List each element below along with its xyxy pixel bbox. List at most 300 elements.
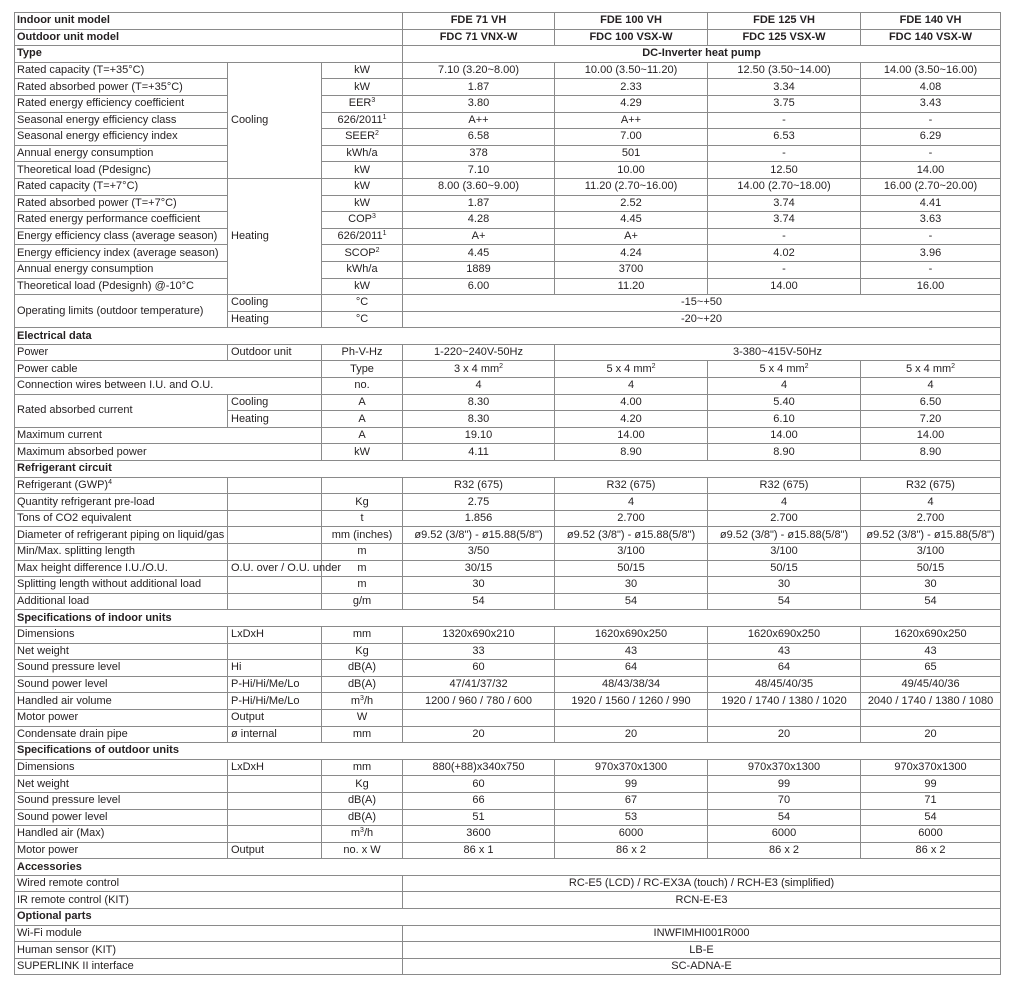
value-cell	[403, 776, 555, 793]
table-row	[15, 925, 1001, 942]
value-cell-text: 11.20	[617, 279, 645, 292]
unit-cell-text: Kg	[355, 495, 369, 508]
unit-cell	[322, 494, 403, 511]
value-cell	[861, 527, 1001, 544]
table-row	[15, 245, 1001, 262]
row-label-text: Sound power level	[17, 678, 108, 691]
sub-label-text: Hi	[231, 661, 242, 674]
value-cell	[708, 178, 861, 195]
value-cell-text: 51	[472, 810, 485, 823]
unit-cell	[322, 112, 403, 129]
unit-cell	[322, 95, 403, 112]
value-cell	[708, 444, 861, 461]
row-label	[15, 344, 228, 361]
unit-cell-text: dB(A)	[347, 678, 377, 691]
value-cell	[861, 411, 1001, 428]
value-cell	[555, 361, 708, 378]
sub-label	[228, 759, 322, 776]
value-cell-text: 501	[621, 147, 641, 160]
value-cell	[861, 494, 1001, 511]
row-label-text: Maximum current	[17, 429, 102, 442]
row-label-text: Wired remote control	[17, 877, 120, 890]
value-cell	[555, 544, 708, 561]
footnote-mark: 2	[375, 130, 379, 138]
outdoor-model	[708, 29, 861, 46]
unit-cell-text: dB(A)	[347, 661, 377, 674]
row-label-text: Theoretical load (Pdesignh) @-10°C	[17, 279, 194, 292]
value-cell	[555, 162, 708, 179]
row-label-text: Operating limits (outdoor temperature)	[17, 304, 204, 317]
value-cell-text: 14.00	[916, 163, 945, 176]
value-cell	[555, 527, 708, 544]
value-cell	[555, 676, 708, 693]
outdoor-model-text: FDC 125 VSX-W	[742, 30, 826, 43]
value-cell-text: 48/43/38/34	[601, 678, 661, 691]
value-cell	[708, 411, 861, 428]
unit-cell-text: no. x W	[343, 843, 381, 856]
sub-label	[228, 544, 322, 561]
row-label-text: Motor power	[17, 711, 79, 724]
value-cell-text: 86 x 1	[463, 843, 494, 856]
value-cell	[403, 245, 555, 262]
value-cell-text: 54	[924, 810, 937, 823]
unit-cell-text: kW	[354, 279, 370, 292]
row-label	[15, 809, 228, 826]
unit-cell-text: kW	[354, 64, 370, 77]
footnote-mark: 1	[382, 230, 387, 238]
header-row-outdoor	[15, 29, 1001, 46]
row-label-text: Max height difference I.U./O.U.	[17, 561, 168, 574]
value-cell	[708, 693, 861, 710]
value-cell	[555, 195, 708, 212]
value-cell-text: 12.50	[770, 163, 798, 176]
value-cell-text: 99	[924, 777, 937, 790]
unit-cell	[322, 62, 403, 79]
unit-cell-text: EER	[348, 97, 372, 110]
value-cell-text: 99	[624, 777, 638, 790]
value-cell-text: 8.30	[467, 395, 490, 408]
type-value	[403, 46, 1001, 63]
value-cell	[403, 145, 555, 162]
value-cell	[403, 709, 555, 726]
value-cell-text: 3.74	[773, 213, 795, 226]
value-cell-text: 86 x 2	[616, 843, 646, 856]
table-row	[15, 544, 1001, 561]
value-cell-text: -	[928, 113, 933, 126]
value-cell	[708, 726, 861, 743]
row-label	[15, 295, 228, 328]
unit-cell	[322, 295, 403, 312]
section-title-text: Type	[17, 47, 42, 60]
value-cell	[708, 494, 861, 511]
value-cell-text: -	[928, 147, 933, 160]
row-label-text: Wi-Fi module	[17, 926, 82, 939]
spec-table	[14, 12, 1001, 975]
spec-table-body	[15, 13, 1001, 975]
unit-cell	[322, 427, 403, 444]
value-cell	[403, 660, 555, 677]
unit-cell-text: Ph-V-Hz	[341, 346, 383, 359]
value-cell	[555, 577, 708, 594]
indoor-model-label	[15, 13, 403, 30]
value-cell-text: 70	[777, 794, 791, 807]
section-title	[15, 461, 1001, 478]
unit-cell	[322, 809, 403, 826]
value-cell	[708, 560, 861, 577]
unit-cell-text: W	[356, 711, 368, 724]
unit-cell	[322, 660, 403, 677]
row-label	[15, 709, 228, 726]
row-label-text: Dimensions	[17, 761, 75, 774]
unit-cell	[322, 162, 403, 179]
section-row	[15, 909, 1001, 926]
value-cell-text: 65	[924, 661, 937, 674]
value-cell	[403, 378, 555, 395]
value-cell-text: 19.10	[464, 429, 493, 442]
table-row	[15, 792, 1001, 809]
unit-tail: /h	[363, 694, 374, 707]
footnote-mark: 2	[375, 246, 380, 254]
value-cell	[708, 676, 861, 693]
indoor-model-label-text: Indoor unit model	[17, 14, 110, 27]
value-cell-text: INWFIMHI001R000	[653, 926, 750, 939]
row-label	[15, 427, 322, 444]
row-label	[15, 228, 228, 245]
value-cell	[708, 228, 861, 245]
sub-label-text: Heating	[231, 412, 269, 425]
row-label	[15, 643, 228, 660]
value-cell-text: ø9.52 (3/8") - ø15.88(5/8")	[719, 528, 849, 541]
value-cell	[403, 693, 555, 710]
value-cell	[403, 278, 555, 295]
value-cell-text: R32 (675)	[906, 478, 955, 491]
value-cell-text: 8.00 (3.60~9.00)	[437, 180, 520, 193]
sub-label	[228, 510, 322, 527]
value-cell	[555, 112, 708, 129]
value-cell-text: 4.00	[620, 395, 642, 408]
unit-cell-text: m	[357, 578, 367, 591]
unit-cell	[322, 776, 403, 793]
unit-cell-text: kW	[354, 180, 370, 193]
value-cell-text: 54	[924, 595, 937, 608]
table-row	[15, 842, 1001, 859]
section-row	[15, 461, 1001, 478]
value-cell-text: 47/41/37/32	[449, 678, 508, 691]
value-cell	[555, 494, 708, 511]
value-cell-text: 12.50 (3.50~14.00)	[737, 64, 831, 77]
value-cell-text: 4	[927, 495, 934, 508]
table-row	[15, 295, 1001, 312]
row-label-text: Handled air (Max)	[17, 827, 105, 840]
value-cell	[861, 792, 1001, 809]
value-cell-text: 2.75	[467, 495, 490, 508]
value-cell	[555, 411, 708, 428]
value-cell	[708, 792, 861, 809]
value-cell-text: 86 x 2	[915, 843, 946, 856]
value-cell	[708, 759, 861, 776]
indoor-model	[403, 13, 555, 30]
row-label	[15, 544, 228, 561]
value-cell-text: 3/100	[617, 545, 645, 558]
table-row	[15, 378, 1001, 395]
row-label-text: Rated capacity (T=+35°C)	[17, 64, 145, 77]
row-label-text: Human sensor (KIT)	[17, 943, 117, 956]
value-cell-text: 5 x 4 mm	[606, 362, 652, 375]
value-cell-text: 66	[472, 794, 485, 807]
row-label	[15, 444, 322, 461]
value-cell	[403, 726, 555, 743]
value-cell	[861, 145, 1001, 162]
row-label-text: Seasonal energy efficiency index	[17, 130, 178, 143]
value-cell	[708, 427, 861, 444]
unit-cell-text: m	[350, 694, 361, 707]
value-cell-text: 14.00	[770, 429, 798, 442]
unit-cell	[322, 593, 403, 610]
row-label	[15, 776, 228, 793]
sub-label-text: Outdoor unit	[231, 346, 292, 359]
value-cell	[861, 79, 1001, 96]
footnote-mark: 3	[360, 694, 364, 702]
value-cell-text: 6000	[918, 827, 943, 840]
section-title	[15, 909, 1001, 926]
value-cell-text: R32 (675)	[454, 478, 503, 491]
row-label	[15, 726, 228, 743]
unit-cell-text: t	[360, 512, 364, 525]
table-row	[15, 62, 1001, 79]
value-cell-text: 378	[469, 147, 488, 160]
value-cell	[708, 361, 861, 378]
row-label	[15, 394, 228, 427]
value-cell-text: 30	[624, 578, 638, 591]
value-cell	[708, 62, 861, 79]
value-cell-text: 71	[924, 794, 937, 807]
value-cell	[861, 361, 1001, 378]
unit-cell-text: SEER	[345, 130, 376, 143]
value-cell	[708, 145, 861, 162]
cooling-group-label-text: Cooling	[231, 113, 269, 126]
value-cell	[861, 693, 1001, 710]
value-cell-text: 8.90	[919, 445, 942, 458]
sub-label-text: Output	[231, 843, 265, 856]
value-cell-text: 6000	[618, 827, 644, 840]
row-label	[15, 145, 228, 162]
value-cell-text: SC-ADNA-E	[671, 960, 732, 973]
unit-cell	[322, 643, 403, 660]
sub-label-text: LxDxH	[231, 628, 265, 641]
unit-cell-text: kWh/a	[346, 263, 378, 276]
value-cell-text: ø9.52 (3/8") - ø15.88(5/8")	[566, 528, 696, 541]
value-cell	[555, 344, 1001, 361]
value-cell-text: 43	[624, 644, 638, 657]
unit-cell-text: mm (inches)	[331, 528, 393, 541]
value-cell-text: 2.700	[770, 512, 798, 525]
table-row	[15, 477, 1001, 494]
value-cell	[861, 112, 1001, 129]
value-cell-text: 64	[624, 661, 638, 674]
value-cell-text: 4.11	[468, 445, 489, 458]
value-cell	[403, 759, 555, 776]
value-cell-text: 6.58	[467, 130, 490, 143]
unit-cell-text: A	[358, 429, 366, 442]
table-row	[15, 427, 1001, 444]
unit-cell	[322, 709, 403, 726]
unit-cell-text: Kg	[355, 777, 369, 790]
table-row	[15, 79, 1001, 96]
sub-label	[228, 643, 322, 660]
value-cell	[708, 378, 861, 395]
section-title	[15, 46, 403, 63]
value-cell-text: 8.30	[467, 412, 490, 425]
value-cell	[861, 477, 1001, 494]
value-cell	[861, 826, 1001, 843]
row-label	[15, 676, 228, 693]
value-cell-text: 20	[924, 727, 937, 740]
value-cell	[861, 643, 1001, 660]
value-cell	[555, 759, 708, 776]
sub-label	[228, 660, 322, 677]
value-cell-text: 67	[624, 794, 638, 807]
unit-cell-text: kW	[354, 80, 370, 93]
value-cell	[555, 626, 708, 643]
value-cell-text: 880(+88)x340x750	[432, 761, 525, 774]
value-cell	[861, 278, 1001, 295]
row-label	[15, 361, 322, 378]
sub-label	[228, 311, 322, 328]
value-cell	[861, 394, 1001, 411]
unit-cell	[322, 510, 403, 527]
row-label	[15, 660, 228, 677]
value-cell-text: 1320x690x210	[442, 628, 515, 641]
value-cell-text: 5 x 4 mm	[905, 362, 952, 375]
table-row	[15, 278, 1001, 295]
unit-cell-text: Kg	[355, 644, 369, 657]
unit-cell-text: g/m	[352, 595, 372, 608]
value-cell-text: 3.80	[467, 97, 490, 110]
value-cell-text: A++	[620, 113, 642, 126]
value-cell-text: 4	[780, 379, 788, 392]
unit-cell	[322, 129, 403, 146]
unit-cell	[322, 212, 403, 229]
value-cell	[708, 162, 861, 179]
value-cell	[555, 79, 708, 96]
value-cell-text: 3.43	[919, 97, 942, 110]
table-row	[15, 626, 1001, 643]
value-cell	[708, 477, 861, 494]
table-row	[15, 643, 1001, 660]
unit-cell	[322, 577, 403, 594]
value-cell-text: 4.29	[620, 97, 642, 110]
value-cell	[861, 593, 1001, 610]
value-cell-text: 7.10	[467, 163, 490, 176]
value-cell-text: 3600	[466, 827, 491, 840]
value-cell	[861, 62, 1001, 79]
value-cell	[555, 809, 708, 826]
value-cell-text: 5 x 4 mm	[759, 362, 805, 375]
footnote-mark: 2	[804, 362, 809, 370]
row-label-text: Quantity refrigerant pre-load	[17, 495, 155, 508]
table-row	[15, 145, 1001, 162]
value-cell	[861, 676, 1001, 693]
unit-cell-text: kW	[354, 163, 370, 176]
row-label-text: Power cable	[17, 362, 78, 375]
value-cell-text: 6000	[771, 827, 797, 840]
value-cell	[403, 344, 555, 361]
value-cell-text: -	[782, 113, 786, 126]
sub-label	[228, 295, 322, 312]
value-cell	[403, 958, 1001, 975]
value-cell	[708, 195, 861, 212]
row-label	[15, 112, 228, 129]
unit-cell-text: kW	[354, 196, 370, 209]
value-cell-text: 54	[777, 810, 791, 823]
value-cell-text: 4.45	[467, 246, 490, 259]
value-cell	[403, 826, 555, 843]
value-cell	[403, 792, 555, 809]
unit-cell-text: dB(A)	[347, 810, 377, 823]
value-cell-text: ø9.52 (3/8") - ø15.88(5/8")	[414, 528, 543, 541]
value-cell-text: 4.08	[919, 80, 942, 93]
value-cell-text: -20~+20	[681, 312, 722, 325]
footnote-mark: 2	[651, 362, 656, 370]
value-cell-text: 20	[624, 727, 638, 740]
row-label-text: Motor power	[17, 843, 79, 856]
value-cell-text: -	[928, 230, 933, 243]
value-cell	[403, 544, 555, 561]
row-label	[15, 79, 228, 96]
value-cell	[403, 809, 555, 826]
section-title	[15, 610, 1001, 627]
value-cell-text: 6.53	[773, 130, 795, 143]
value-cell	[403, 62, 555, 79]
value-cell-text: 3-380~415V-50Hz	[733, 346, 822, 359]
value-cell-text: 14.00 (3.50~16.00)	[883, 64, 978, 77]
value-cell	[555, 826, 708, 843]
sub-label	[228, 693, 322, 710]
value-cell-text: 4.20	[620, 412, 642, 425]
row-label-text: Handled air volume	[17, 694, 112, 707]
value-cell	[403, 228, 555, 245]
value-cell	[555, 776, 708, 793]
row-label-text: Sound pressure level	[17, 661, 121, 674]
unit-cell	[322, 826, 403, 843]
unit-cell	[322, 245, 403, 262]
table-row	[15, 759, 1001, 776]
row-label	[15, 826, 228, 843]
value-cell-text: 6.50	[919, 395, 942, 408]
unit-cell-text: 626/2011	[337, 113, 383, 126]
value-cell	[555, 444, 708, 461]
sub-label	[228, 527, 322, 544]
row-label	[15, 693, 228, 710]
value-cell-text: 1920 / 1560 / 1260 / 990	[571, 694, 691, 707]
sub-label	[228, 577, 322, 594]
value-cell-text: 10.00 (3.50~11.20)	[584, 64, 678, 77]
value-cell-text: 43	[777, 644, 791, 657]
value-cell	[708, 261, 861, 278]
value-cell	[708, 278, 861, 295]
unit-cell	[322, 261, 403, 278]
value-cell	[708, 660, 861, 677]
value-cell-text: 50/15	[770, 561, 798, 574]
value-cell-text: 1-220~240V-50Hz	[434, 346, 523, 359]
row-label-text: Energy efficiency class (average season)	[17, 230, 218, 243]
outdoor-model	[403, 29, 555, 46]
value-cell	[708, 577, 861, 594]
value-cell-text: 2.700	[916, 512, 945, 525]
value-cell	[403, 527, 555, 544]
value-cell-text: 970x370x1300	[594, 761, 668, 774]
heating-group-label-text: Heating	[231, 230, 269, 243]
